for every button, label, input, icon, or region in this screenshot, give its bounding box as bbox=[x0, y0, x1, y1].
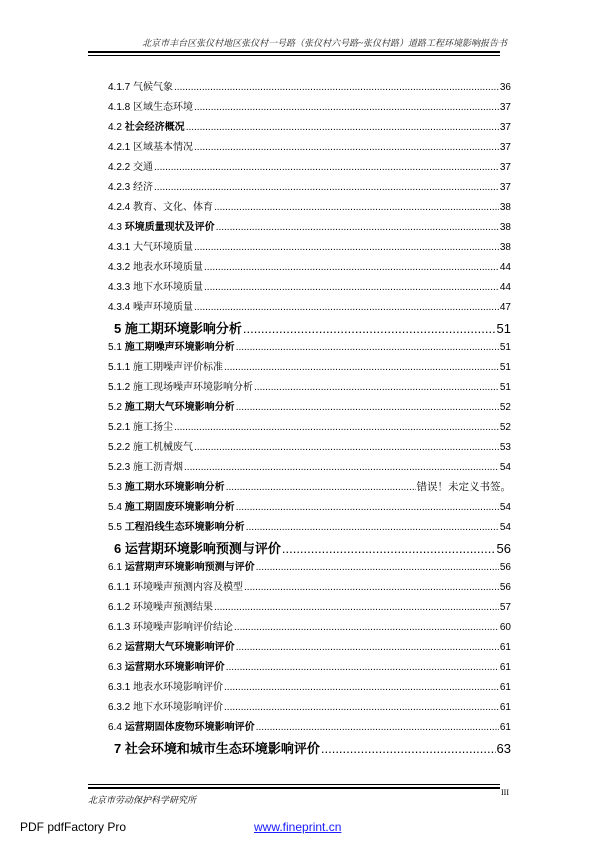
footer-organization: 北京市劳动保护科学研究所 bbox=[88, 795, 197, 805]
toc-leader-dots bbox=[214, 602, 499, 613]
toc-entry-number: 4.3.3 bbox=[108, 282, 131, 293]
toc-leader-dots bbox=[244, 582, 499, 593]
toc-entry[interactable] bbox=[108, 398, 511, 418]
toc-entry-label bbox=[108, 98, 193, 113]
toc-entry-number: 4.3.2 bbox=[108, 262, 131, 273]
toc-entry-page: 57 bbox=[499, 602, 511, 613]
toc-leader-dots bbox=[226, 662, 499, 673]
toc-entry[interactable] bbox=[108, 98, 511, 118]
toc-entry[interactable] bbox=[108, 298, 511, 318]
toc-entry-page: 37 bbox=[499, 122, 511, 133]
toc-entry-page: 56 bbox=[496, 541, 511, 556]
toc-entry-title: 区域基本情况 bbox=[133, 142, 194, 153]
toc-entry-page: 51 bbox=[496, 321, 511, 336]
toc-entry-number: 5.2.1 bbox=[108, 422, 131, 433]
toc-entry-title: 施工期大气环境影响分析 bbox=[124, 402, 235, 413]
toc-entry-title: 环境噪声预测内容及模型 bbox=[133, 582, 244, 593]
toc-entry-number: 6.1.3 bbox=[108, 622, 131, 633]
toc-entry-page: 54 bbox=[499, 502, 511, 513]
toc-leader-dots bbox=[236, 642, 499, 653]
toc-entry-label bbox=[108, 278, 203, 293]
toc-entry-label bbox=[108, 418, 173, 433]
toc-entry-title: 地表水环境影响评价 bbox=[133, 682, 224, 693]
toc-entry[interactable] bbox=[108, 498, 511, 518]
toc-entry-title: 施工期水环境影响分析 bbox=[124, 482, 225, 493]
toc-entry-page: 61 bbox=[499, 702, 511, 713]
toc-entry-page: 54 bbox=[499, 522, 511, 533]
toc-entry-page: 51 bbox=[499, 382, 511, 393]
toc-entry-label bbox=[108, 238, 193, 253]
toc-entry[interactable] bbox=[108, 78, 511, 98]
toc-entry[interactable] bbox=[108, 138, 511, 158]
toc-entry-number: 6 bbox=[114, 541, 122, 556]
toc-entry[interactable] bbox=[108, 618, 511, 638]
toc-entry-title: 运营期水环境影响评价 bbox=[124, 662, 225, 673]
toc-entry[interactable] bbox=[108, 698, 511, 718]
toc-entry-title: 经济 bbox=[133, 182, 154, 193]
toc-entry-label bbox=[108, 218, 215, 233]
toc-entry-title: 地下水环境影响评价 bbox=[133, 702, 224, 713]
toc-entry-page: 37 bbox=[499, 162, 511, 173]
toc-leader-dots bbox=[204, 282, 499, 293]
toc-leader-dots bbox=[194, 142, 499, 153]
toc-entry-page: 61 bbox=[499, 642, 511, 653]
toc-entry-label bbox=[108, 718, 255, 733]
toc-entry-title: 施工期环境影响分析 bbox=[124, 321, 242, 336]
toc-leader-dots bbox=[216, 222, 499, 233]
toc-entry-title: 教育、文化、体育 bbox=[133, 202, 214, 213]
toc-entry[interactable] bbox=[108, 558, 511, 578]
toc-entry[interactable] bbox=[108, 738, 511, 758]
toc-entry-label bbox=[108, 738, 320, 757]
toc-entry-label bbox=[108, 438, 193, 453]
toc-leader-dots bbox=[254, 382, 499, 393]
toc-leader-dots bbox=[234, 622, 499, 633]
toc-entry-title: 气候气象 bbox=[133, 82, 174, 93]
toc-entry-number: 5.2.3 bbox=[108, 462, 131, 473]
running-header: 北京市丰台区张仪村地区张仪村一号路（张仪村六号路~张仪村路）道路工程环境影响报告书 bbox=[142, 38, 507, 48]
toc-entry-page: 37 bbox=[499, 102, 511, 113]
toc-entry-page: 63 bbox=[496, 741, 511, 756]
toc-entry-number: 5.2.2 bbox=[108, 442, 131, 453]
toc-entry-label bbox=[108, 158, 153, 173]
toc-leader-dots bbox=[226, 482, 416, 493]
toc-entry-number: 4.2.4 bbox=[108, 202, 131, 213]
toc-entry-number: 6.3.2 bbox=[108, 702, 131, 713]
footer-rule-thin bbox=[88, 784, 500, 785]
toc-leader-dots bbox=[243, 321, 496, 336]
toc-entry-label bbox=[108, 298, 193, 313]
toc-entry-label bbox=[108, 358, 223, 373]
toc-entry[interactable] bbox=[108, 678, 511, 698]
page-number: III bbox=[501, 788, 509, 797]
header-rule-thin bbox=[88, 55, 500, 56]
toc-entry-number: 4.1.7 bbox=[108, 82, 131, 93]
toc-entry-title: 施工沥青烟 bbox=[133, 462, 184, 473]
toc-entry-page: 53 bbox=[499, 442, 511, 453]
footer-rule bbox=[88, 787, 500, 789]
toc-entry-number: 5.2 bbox=[108, 402, 122, 413]
toc-entry-page: 51 bbox=[499, 362, 511, 373]
toc-entry-page: 38 bbox=[499, 222, 511, 233]
toc-entry-page: 61 bbox=[499, 662, 511, 673]
toc-entry-title: 区域生态环境 bbox=[133, 102, 194, 113]
toc-leader-dots bbox=[236, 402, 499, 413]
toc-entry[interactable] bbox=[108, 118, 511, 138]
pdf-factory-label: PDF pdfFactory Pro bbox=[20, 820, 127, 834]
toc-entry-page: 60 bbox=[499, 622, 511, 633]
toc-entry-page: 56 bbox=[499, 562, 511, 573]
toc-entry-label bbox=[108, 598, 213, 613]
toc-entry-page: 56 bbox=[499, 582, 511, 593]
toc-entry-number: 6.3 bbox=[108, 662, 122, 673]
toc-entry[interactable] bbox=[108, 218, 511, 238]
toc-entry[interactable] bbox=[108, 638, 511, 658]
toc-entry-number: 7 bbox=[114, 741, 122, 756]
toc-entry-label bbox=[108, 678, 223, 693]
toc-entry-label bbox=[108, 258, 203, 273]
toc-entry-label bbox=[108, 638, 235, 653]
toc-entry-number: 6.1 bbox=[108, 562, 122, 573]
toc-entry-number: 4.3.4 bbox=[108, 302, 131, 313]
toc-entry-number: 6.2 bbox=[108, 642, 122, 653]
toc-entry-page: 51 bbox=[499, 342, 511, 353]
toc-entry-title: 运营期固体废物环境影响评价 bbox=[124, 722, 255, 733]
toc-entry-page: 37 bbox=[499, 142, 511, 153]
toc-entry-label bbox=[108, 398, 235, 413]
toc-leader-dots bbox=[174, 422, 499, 433]
toc-entry[interactable] bbox=[108, 238, 511, 258]
toc-entry-title: 地下水环境质量 bbox=[133, 282, 204, 293]
toc-entry[interactable] bbox=[108, 438, 511, 458]
toc-entry-number: 5.1.2 bbox=[108, 382, 131, 393]
toc-entry-page: 52 bbox=[499, 422, 511, 433]
table-of-contents bbox=[108, 78, 511, 758]
toc-entry[interactable] bbox=[108, 718, 511, 738]
toc-entry-label bbox=[108, 318, 242, 337]
toc-entry-page: 44 bbox=[499, 262, 511, 273]
toc-entry-label bbox=[108, 138, 193, 153]
toc-entry-title: 施工期固废环境影响分析 bbox=[124, 502, 235, 513]
toc-entry[interactable] bbox=[108, 378, 511, 398]
toc-entry-title: 大气环境质量 bbox=[133, 242, 194, 253]
header-rule bbox=[88, 51, 500, 53]
toc-entry-page: 61 bbox=[499, 682, 511, 693]
toc-entry[interactable] bbox=[108, 258, 511, 278]
toc-entry-title: 社会环境和城市生态环境影响评价 bbox=[124, 741, 320, 756]
toc-entry[interactable] bbox=[108, 198, 511, 218]
toc-entry-label bbox=[108, 198, 213, 213]
toc-entry-page: 52 bbox=[499, 402, 511, 413]
toc-entry-label bbox=[108, 338, 235, 353]
toc-entry[interactable] bbox=[108, 338, 511, 358]
toc-entry-number: 5.3 bbox=[108, 482, 122, 493]
toc-entry-title: 施工扬尘 bbox=[133, 422, 174, 433]
toc-entry-number: 4.2.1 bbox=[108, 142, 131, 153]
fineprint-link[interactable]: www.fineprint.cn bbox=[254, 820, 342, 834]
toc-entry-title: 运营期大气环境影响评价 bbox=[124, 642, 235, 653]
toc-entry-title: 社会经济概况 bbox=[124, 122, 185, 133]
toc-leader-dots bbox=[224, 702, 499, 713]
toc-entry[interactable] bbox=[108, 458, 511, 478]
toc-entry-title: 噪声环境质量 bbox=[133, 302, 194, 313]
toc-entry-page: 错误！未定义书签。 bbox=[416, 482, 511, 493]
toc-entry[interactable] bbox=[108, 518, 511, 538]
toc-entry-label bbox=[108, 378, 253, 393]
toc-entry-number: 5.1.1 bbox=[108, 362, 131, 373]
toc-entry[interactable] bbox=[108, 578, 511, 598]
toc-entry-label bbox=[108, 538, 281, 557]
toc-entry-label bbox=[108, 658, 225, 673]
toc-entry-title: 地表水环境质量 bbox=[133, 262, 204, 273]
toc-entry-number: 6.3.1 bbox=[108, 682, 131, 693]
toc-entry-title: 施工期噪声环境影响分析 bbox=[124, 342, 235, 353]
toc-leader-dots bbox=[224, 682, 499, 693]
toc-entry-page: 47 bbox=[499, 302, 511, 313]
toc-entry-title: 环境噪声影响评价结论 bbox=[133, 622, 234, 633]
toc-entry-number: 5.1 bbox=[108, 342, 122, 353]
toc-entry-title: 施工期噪声评价标准 bbox=[133, 362, 224, 373]
toc-leader-dots bbox=[194, 102, 499, 113]
toc-leader-dots bbox=[194, 442, 499, 453]
toc-entry-label bbox=[108, 118, 185, 133]
toc-leader-dots bbox=[204, 262, 499, 273]
toc-entry-label bbox=[108, 518, 245, 533]
toc-leader-dots bbox=[256, 722, 499, 733]
toc-entry-page: 36 bbox=[499, 82, 511, 93]
toc-leader-dots bbox=[321, 741, 496, 756]
toc-entry-title: 运营期声环境影响预测与评价 bbox=[124, 562, 255, 573]
toc-entry-number: 4.1.8 bbox=[108, 102, 131, 113]
toc-entry-page: 37 bbox=[499, 182, 511, 193]
toc-entry-label bbox=[108, 78, 173, 93]
toc-entry-label bbox=[108, 498, 235, 513]
toc-entry[interactable] bbox=[108, 538, 511, 558]
toc-leader-dots bbox=[154, 182, 499, 193]
toc-entry[interactable] bbox=[108, 278, 511, 298]
toc-leader-dots bbox=[184, 462, 499, 473]
toc-entry-title: 施工机械废气 bbox=[133, 442, 194, 453]
toc-entry-number: 5.5 bbox=[108, 522, 122, 533]
toc-leader-dots bbox=[186, 122, 499, 133]
toc-entry[interactable] bbox=[108, 158, 511, 178]
toc-leader-dots bbox=[214, 202, 499, 213]
toc-entry-number: 5 bbox=[114, 321, 122, 336]
toc-entry-number: 5.4 bbox=[108, 502, 122, 513]
toc-entry[interactable] bbox=[108, 358, 511, 378]
toc-entry-number: 4.3 bbox=[108, 222, 122, 233]
toc-leader-dots bbox=[224, 362, 499, 373]
toc-leader-dots bbox=[174, 82, 499, 93]
toc-entry-number: 4.2 bbox=[108, 122, 122, 133]
toc-entry-label bbox=[108, 458, 183, 473]
toc-entry-label bbox=[108, 558, 255, 573]
toc-entry-title: 交通 bbox=[133, 162, 154, 173]
toc-leader-dots bbox=[154, 162, 499, 173]
toc-leader-dots bbox=[194, 242, 499, 253]
toc-leader-dots bbox=[194, 302, 499, 313]
toc-entry-number: 6.1.2 bbox=[108, 602, 131, 613]
toc-entry-number: 4.3.1 bbox=[108, 242, 131, 253]
toc-entry-label bbox=[108, 618, 233, 633]
toc-leader-dots bbox=[256, 562, 499, 573]
toc-entry[interactable] bbox=[108, 478, 511, 498]
toc-entry-number: 6.4 bbox=[108, 722, 122, 733]
toc-entry[interactable] bbox=[108, 318, 511, 338]
toc-entry-number: 4.2.2 bbox=[108, 162, 131, 173]
toc-entry-title: 施工现场噪声环境影响分析 bbox=[133, 382, 254, 393]
toc-entry[interactable] bbox=[108, 658, 511, 678]
toc-entry-label bbox=[108, 578, 243, 593]
toc-entry-label bbox=[108, 178, 153, 193]
toc-entry-title: 环境质量现状及评价 bbox=[124, 222, 215, 233]
toc-leader-dots bbox=[282, 541, 496, 556]
toc-entry-title: 环境噪声预测结果 bbox=[133, 602, 214, 613]
toc-leader-dots bbox=[236, 342, 499, 353]
toc-entry-title: 运营期环境影响预测与评价 bbox=[124, 541, 281, 556]
toc-leader-dots bbox=[236, 502, 499, 513]
toc-entry-label bbox=[108, 478, 225, 493]
toc-entry-label bbox=[108, 698, 223, 713]
toc-entry-page: 61 bbox=[499, 722, 511, 733]
toc-entry-page: 44 bbox=[499, 282, 511, 293]
toc-entry[interactable] bbox=[108, 598, 511, 618]
toc-entry-page: 54 bbox=[499, 462, 511, 473]
toc-entry-page: 38 bbox=[499, 202, 511, 213]
toc-entry-page: 38 bbox=[499, 242, 511, 253]
toc-entry[interactable] bbox=[108, 178, 511, 198]
toc-leader-dots bbox=[246, 522, 499, 533]
toc-entry-number: 4.2.3 bbox=[108, 182, 131, 193]
toc-entry[interactable] bbox=[108, 418, 511, 438]
toc-entry-title: 工程沿线生态环境影响分析 bbox=[124, 522, 245, 533]
toc-entry-number: 6.1.1 bbox=[108, 582, 131, 593]
